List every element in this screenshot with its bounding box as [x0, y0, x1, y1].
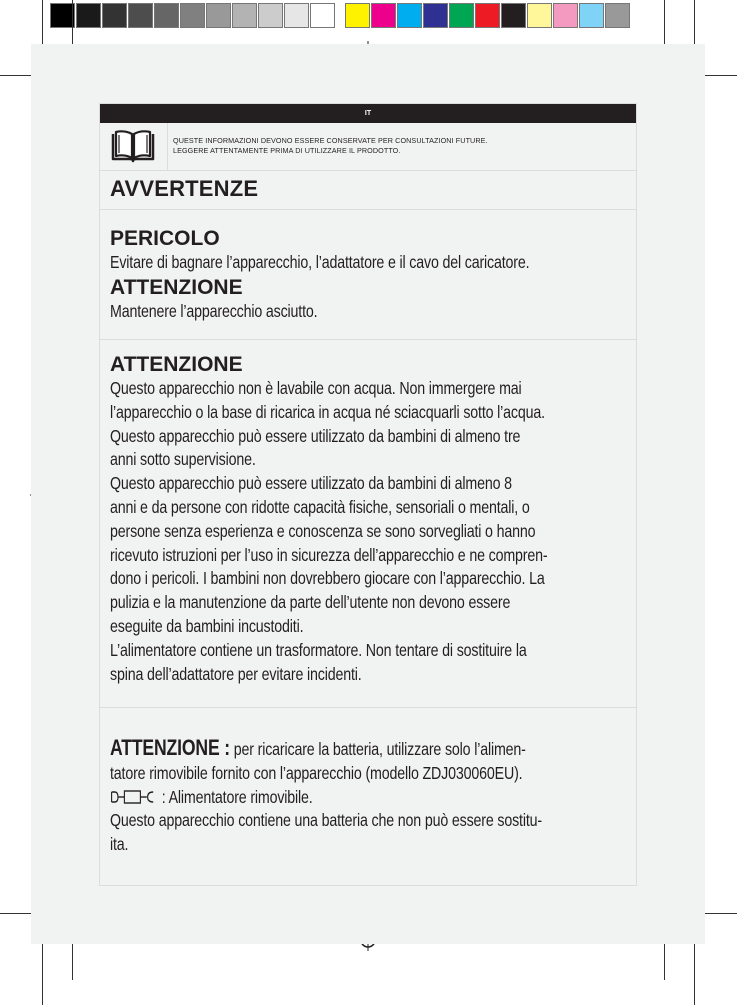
caution-heading: ATTENZIONE — [110, 275, 243, 299]
swatch-gap — [336, 3, 345, 28]
page-title: AVVERTENZE — [110, 176, 259, 201]
crop-mark — [694, 0, 695, 46]
color-swatch — [180, 3, 205, 28]
crop-mark — [42, 0, 43, 46]
color-swatch — [397, 3, 422, 28]
print-color-bar — [50, 3, 631, 28]
power-line-4: Questo apparecchio contiene una batteria che non può essere sostitu- — [110, 810, 542, 831]
danger-text: Evitare di bagnare l’apparecchio, l’adattatore e il cavo del caricatore. — [110, 252, 530, 272]
notice-row — [100, 123, 636, 171]
color-swatch — [527, 3, 552, 28]
color-swatch — [553, 3, 578, 28]
crop-mark — [72, 0, 73, 46]
warning-line: anni sotto supervisione. — [110, 449, 256, 470]
color-swatch — [128, 3, 153, 28]
warning-line: Questo apparecchio non è lavabile con acqua. Non immergere mai — [110, 378, 522, 398]
manual-content — [99, 103, 637, 886]
notice-line-2: LEGGERE ATTENTAMENTE PRIMA DI UTILIZZARE IL PRODOTTO. — [173, 146, 401, 155]
warning-line: spina dell’adattatore per evitare incidenti. — [110, 663, 362, 684]
notice-icon-box — [100, 123, 168, 170]
warning-line: anni e da persone con ridotte capacità fisiche, sensoriali o mentali, o — [110, 496, 530, 517]
color-swatch — [154, 3, 179, 28]
warning-line: l’apparecchio o la base di ricarica in acqua né sciacquarli sotto l’acqua. — [110, 401, 545, 422]
color-swatch — [579, 3, 604, 28]
color-swatch — [449, 3, 474, 28]
title-section — [100, 170, 636, 210]
crop-mark — [664, 0, 665, 46]
danger-heading: PERICOLO — [110, 227, 220, 250]
color-swatch — [501, 3, 526, 28]
color-swatch — [102, 3, 127, 28]
power-line-2: tatore rimovibile fornito con l’apparecchio (modello ZDJ030060EU). — [110, 762, 523, 783]
danger-section — [100, 210, 636, 340]
power-line-1-text: per ricaricare la batteria, utilizzare solo l’alimen- — [233, 739, 526, 759]
notice-text — [173, 136, 488, 156]
book-icon — [110, 130, 156, 163]
detachable-power-supply-icon — [110, 789, 158, 805]
warning-line: dono i pericoli. I bambini non dovrebbero giocare con l’apparecchio. La — [110, 568, 545, 589]
notice-line-1: QUESTE INFORMAZIONI DEVONO ESSERE CONSERVATE PER CONSULTAZIONI FUTURE. — [173, 136, 488, 145]
color-swatch — [605, 3, 630, 28]
color-swatch — [310, 3, 335, 28]
power-heading: ATTENZIONE : — [110, 735, 230, 760]
color-swatch — [76, 3, 101, 28]
warning-line: Questo apparecchio può essere utilizzato da bambini di almeno 8 — [110, 473, 512, 494]
warning-line: eseguite da bambini incustoditi. — [110, 615, 304, 636]
warning-line: pulizia e la manutenzione da parte dell’utente non devono essere — [110, 592, 511, 613]
language-header-bar: IT — [100, 104, 636, 123]
color-swatch — [423, 3, 448, 28]
power-line-1 — [110, 736, 606, 762]
warning-line: ricevuto istruzioni per l’uso in sicurezza dell’apparecchio e ne compren- — [110, 544, 548, 565]
power-supply-section — [100, 708, 636, 887]
color-swatch — [475, 3, 500, 28]
warning-section — [100, 340, 636, 708]
power-line-5: ita. — [110, 834, 129, 855]
warning-line: Questo apparecchio può essere utilizzato da bambini di almeno tre — [110, 425, 521, 446]
color-swatch — [232, 3, 257, 28]
color-swatch — [371, 3, 396, 28]
color-swatch — [206, 3, 231, 28]
color-swatch — [258, 3, 283, 28]
color-swatch — [284, 3, 309, 28]
caution-text: Mantenere l’apparecchio asciutto. — [110, 300, 318, 321]
crop-mark — [694, 942, 695, 1005]
crop-mark — [42, 942, 43, 1005]
power-line-3 — [110, 786, 606, 810]
warning-line: L’alimentatore contiene un trasformatore. Non tentare di sostituire la — [110, 639, 527, 660]
color-swatch — [345, 3, 370, 28]
power-supply-label: : Alimentatore rimovibile. — [161, 786, 313, 807]
warning-heading: ATTENZIONE — [110, 353, 243, 376]
warning-line: persone senza esperienza e conoscenza se sono sorvegliati o hanno — [110, 520, 536, 541]
